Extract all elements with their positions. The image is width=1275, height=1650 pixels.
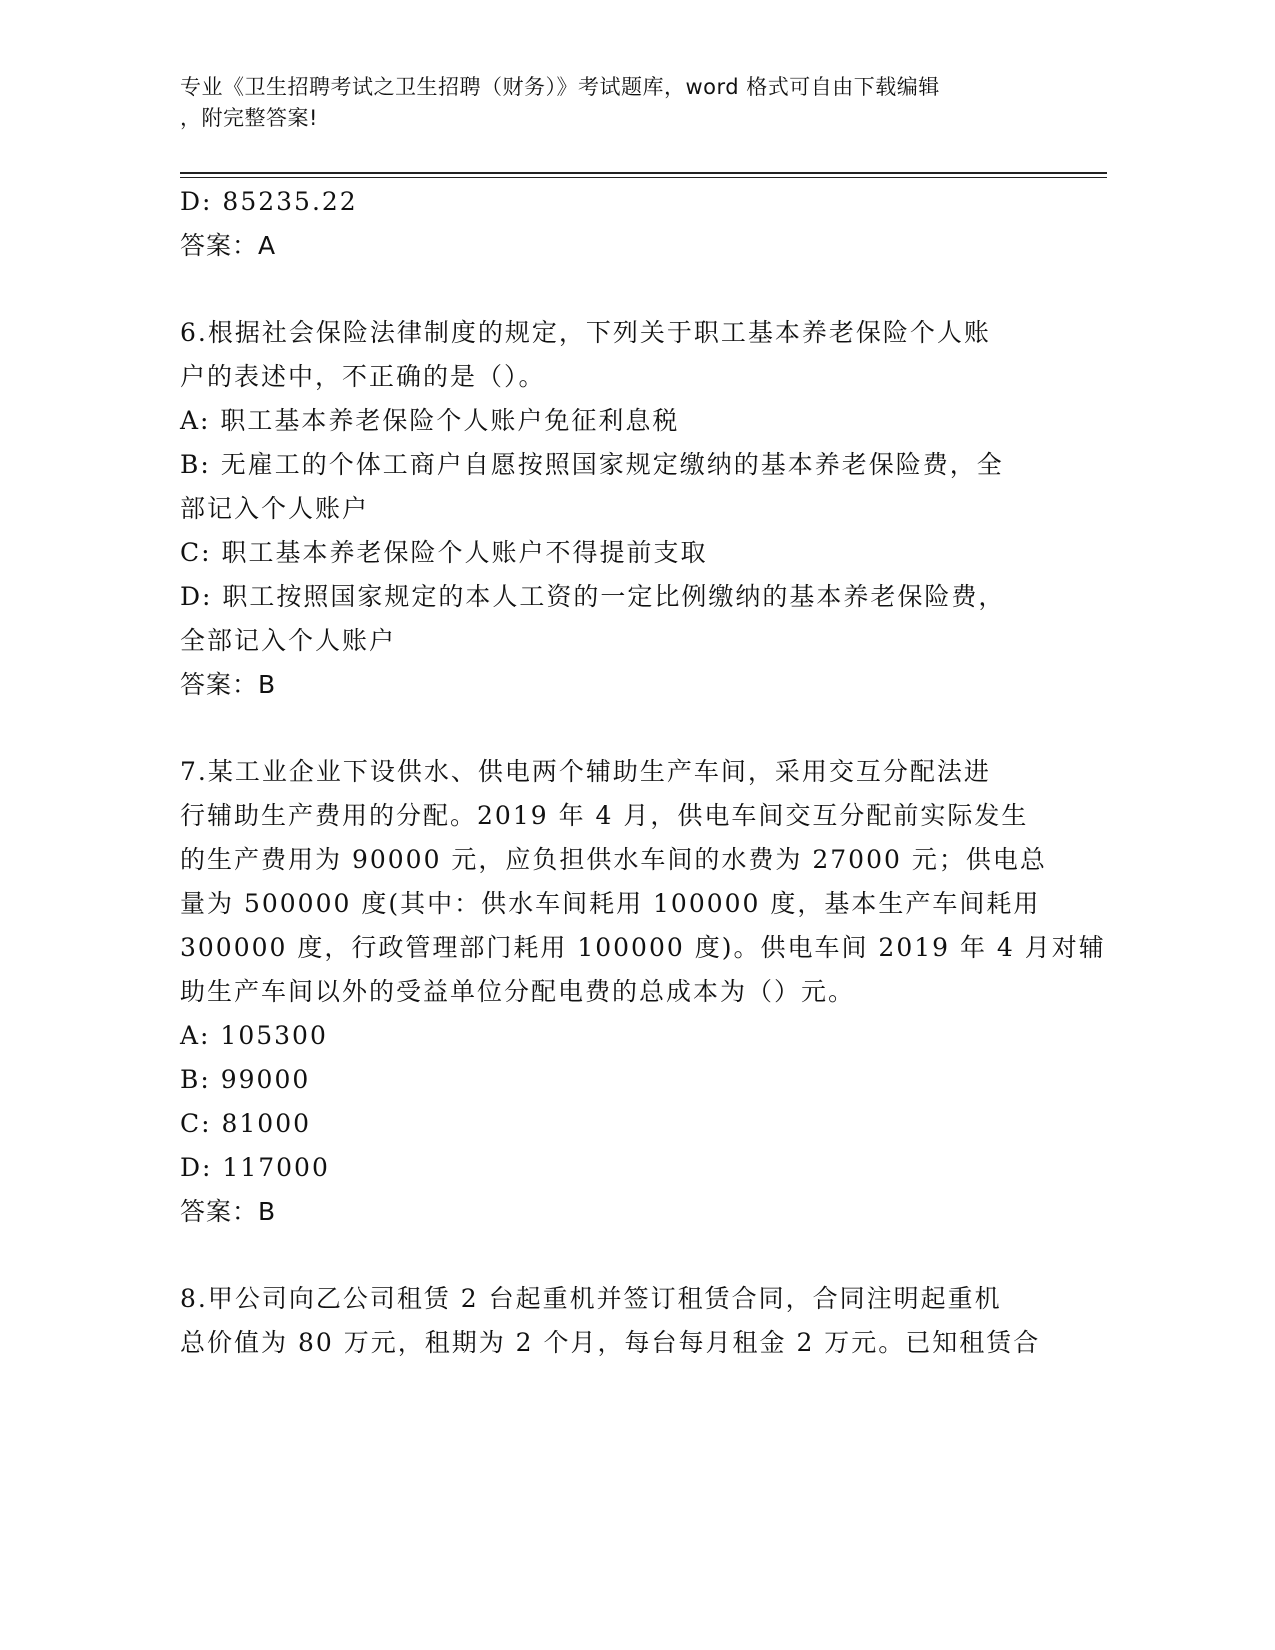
question-stem-line: 户的表述中，不正确的是（）。 [180, 362, 546, 391]
question-stem-line: 300000 度，行政管理部门耗用 100000 度)。供电车间 2019 年 4 月对辅 [180, 933, 1106, 962]
question-stem-line: 的生产费用为 90000 元，应负担供水车间的水费为 27000 元；供电总 [180, 845, 1047, 874]
option-a: A: 105300 [180, 1021, 328, 1050]
answer-line: 答案：A [180, 231, 277, 260]
question-stem-line: 6.根据社会保险法律制度的规定，下列关于职工基本养老保险个人账 [180, 318, 991, 347]
option-d: D: 职工按照国家规定的本人工资的一定比例缴纳的基本养老保险费， [180, 582, 1006, 611]
question-stem-line: 行辅助生产费用的分配。2019 年 4 月，供电车间交互分配前实际发生 [180, 801, 1029, 830]
question-stem-line: 8.甲公司向乙公司租赁 2 台起重机并签订租赁合同，合同注明起重机 [180, 1284, 1002, 1313]
option-d: D: 117000 [180, 1153, 330, 1182]
question-stem-line: 7.某工业企业下设供水、供电两个辅助生产车间，采用交互分配法进 [180, 757, 991, 786]
header-title-line: 专业《卫生招聘考试之卫生招聘（财务）》考试题库，word 格式可自由下载编辑 [180, 75, 940, 99]
document-body [180, 180, 1106, 1365]
option-c: C: 职工基本养老保险个人账户不得提前支取 [180, 538, 708, 567]
option-b: B: 无雇工的个体工商户自愿按照国家规定缴纳的基本养老保险费，全 [180, 450, 1004, 479]
header-divider-thin [180, 177, 1107, 178]
question-stem-line: 助生产车间以外的受益单位分配电费的总成本为（）元。 [180, 977, 856, 1006]
answer-line: 答案：B [180, 670, 277, 699]
spacer [180, 1234, 1080, 1277]
question-stem-line: 量为 500000 度(其中：供水车间耗用 100000 度，基本生产车间耗用 [180, 889, 1041, 918]
header-divider-thick [180, 172, 1107, 174]
header-title-line-continued: ，附完整答案! [180, 106, 318, 130]
option-b-continued: 部记入个人账户 [180, 494, 370, 523]
option-d: D: 85235.22 [180, 187, 358, 216]
question-7 [180, 750, 1106, 1234]
spacer [180, 268, 1080, 311]
option-a: A: 职工基本养老保险个人账户免征利息税 [180, 406, 680, 435]
document-header [180, 72, 1080, 134]
question-6 [180, 311, 1080, 707]
option-b: B: 99000 [180, 1065, 311, 1094]
option-c: C: 81000 [180, 1109, 312, 1138]
answer-line: 答案：B [180, 1197, 277, 1226]
question-8 [180, 1277, 1080, 1365]
question-stem-line: 总价值为 80 万元，租期为 2 个月，每台每月租金 2 万元。已知租赁合 [180, 1328, 1041, 1357]
previous-question-tail [180, 180, 1080, 268]
option-d-continued: 全部记入个人账户 [180, 626, 397, 655]
spacer [180, 707, 1080, 750]
